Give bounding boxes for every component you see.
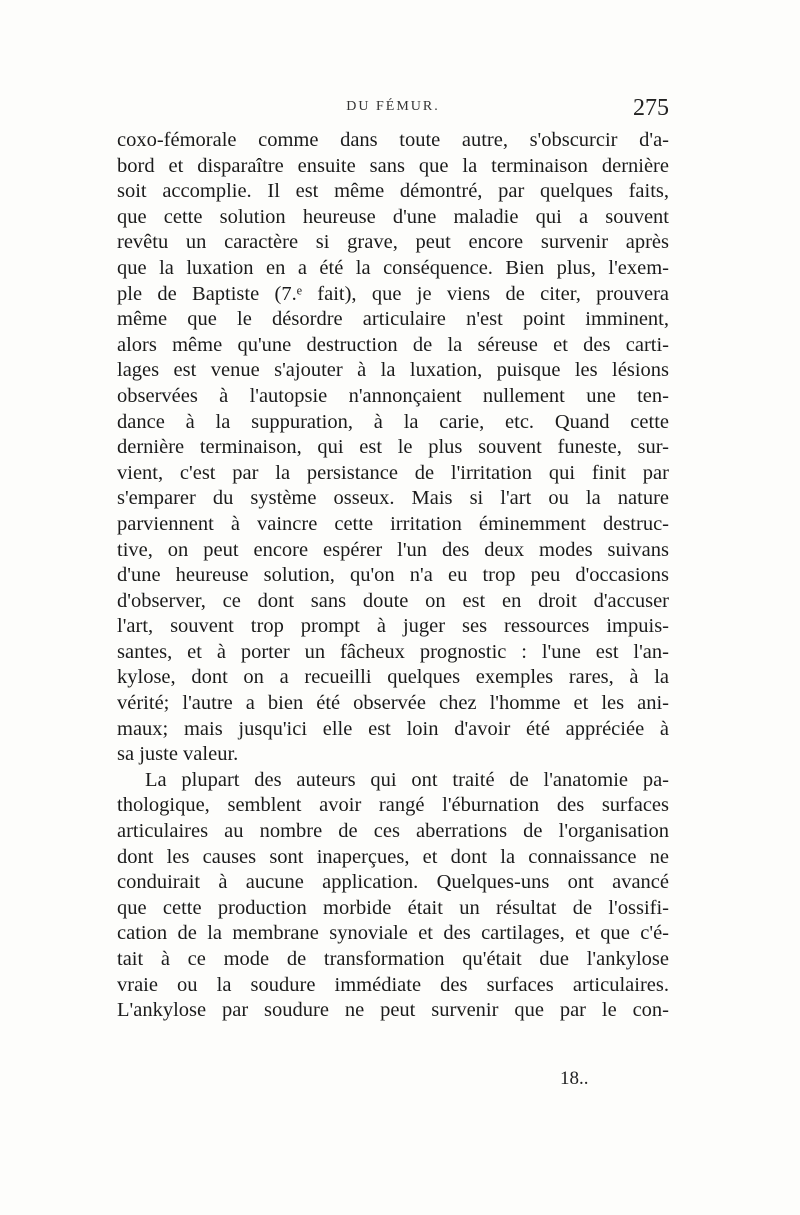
text-line: alors même qu'une destruction de la séreuse et des carti- [117, 333, 669, 356]
text-line: même que le désordre articulaire n'est point imminent, [117, 308, 669, 331]
text-line: s'emparer du système osseux. Mais si l'art ou la nature [117, 487, 669, 510]
text-line: que cette solution heureuse d'une maladie qui a souvent [117, 205, 669, 228]
text-line: L'ankylose par soudure ne peut survenir que par le con- [117, 999, 669, 1022]
text-line: dance à la suppuration, à la carie, etc. Quand cette [117, 410, 669, 433]
text-line: que cette production morbide était un résultat de l'ossifi- [117, 896, 669, 919]
body-text [117, 128, 669, 1024]
text-line: vient, c'est par la persistance de l'irritation qui finit par [117, 461, 669, 484]
text-line: dernière terminaison, qui est le plus souvent funeste, sur- [117, 436, 669, 459]
text-line: conduirait à aucune application. Quelques-uns ont avancé [117, 871, 669, 894]
text-line: tait à ce mode de transformation qu'était due l'ankylose [117, 948, 669, 970]
text-line: sa juste valeur. [117, 743, 239, 766]
text-line: kylose, dont on a recueilli quelques exemples rares, à la [117, 666, 669, 689]
text-line: d'une heureuse solution, qu'on n'a eu trop peu d'occasions [117, 564, 669, 587]
text-line: que la luxation en a été la conséquence. Bien plus, l'exem- [117, 256, 669, 279]
text-line: dont les causes sont inaperçues, et dont la connaissance ne [117, 845, 669, 868]
text-line: vraie ou la soudure immédiate des surfaces articulaires. [117, 973, 669, 996]
text-line: soit accomplie. Il est même démontré, par quelques faits, [117, 180, 669, 203]
text-line: revêtu un caractère si grave, peut encore survenir après [117, 231, 669, 254]
text-line: ple de Baptiste (7.ᵉ fait), que je viens de citer, prouvera [117, 282, 669, 305]
text-line: tive, on peut encore espérer l'un des deux modes suivans [117, 538, 669, 561]
text-line: observées à l'autopsie n'annonçaient nullement une ten- [117, 384, 669, 407]
page-number: 275 [633, 95, 669, 121]
text-line: La plupart des auteurs qui ont traité de l'anatomie pa- [145, 768, 669, 791]
page-header [117, 97, 669, 123]
text-line: articulaires au nombre de ces aberrations de l'organisation [117, 820, 669, 843]
text-line: thologique, semblent avoir rangé l'éburnation des surfaces [117, 794, 669, 817]
text-line: santes, et à porter un fâcheux prognostic : l'une est l'an- [117, 640, 669, 663]
text-line: lages est venue s'ajouter à la luxation, puisque les lésions [117, 359, 669, 382]
catchword: 18.. [560, 1068, 589, 1089]
text-line: cation de la membrane synoviale et des cartilages, et que c'é- [117, 922, 669, 945]
paragraph-1 [117, 128, 669, 768]
text-line: maux; mais jusqu'ici elle est loin d'avoir été appréciée à [117, 717, 669, 740]
text-line: bord et disparaître ensuite sans que la terminaison dernière [117, 154, 669, 177]
text-line: vérité; l'autre a bien été observée chez l'homme et les ani- [117, 692, 669, 715]
text-line: coxo-fémorale comme dans toute autre, s'obscurcir d'a- [117, 129, 669, 151]
text-line: l'art, souvent trop prompt à juger ses ressources impuis- [117, 615, 669, 638]
text-line: d'observer, ce dont sans doute on est en droit d'accuser [117, 589, 669, 612]
paragraph-2 [117, 768, 669, 1024]
running-title: DU FÉMUR. [346, 99, 440, 114]
text-line: parviennent à vaincre cette irritation éminemment destruc- [117, 512, 669, 535]
